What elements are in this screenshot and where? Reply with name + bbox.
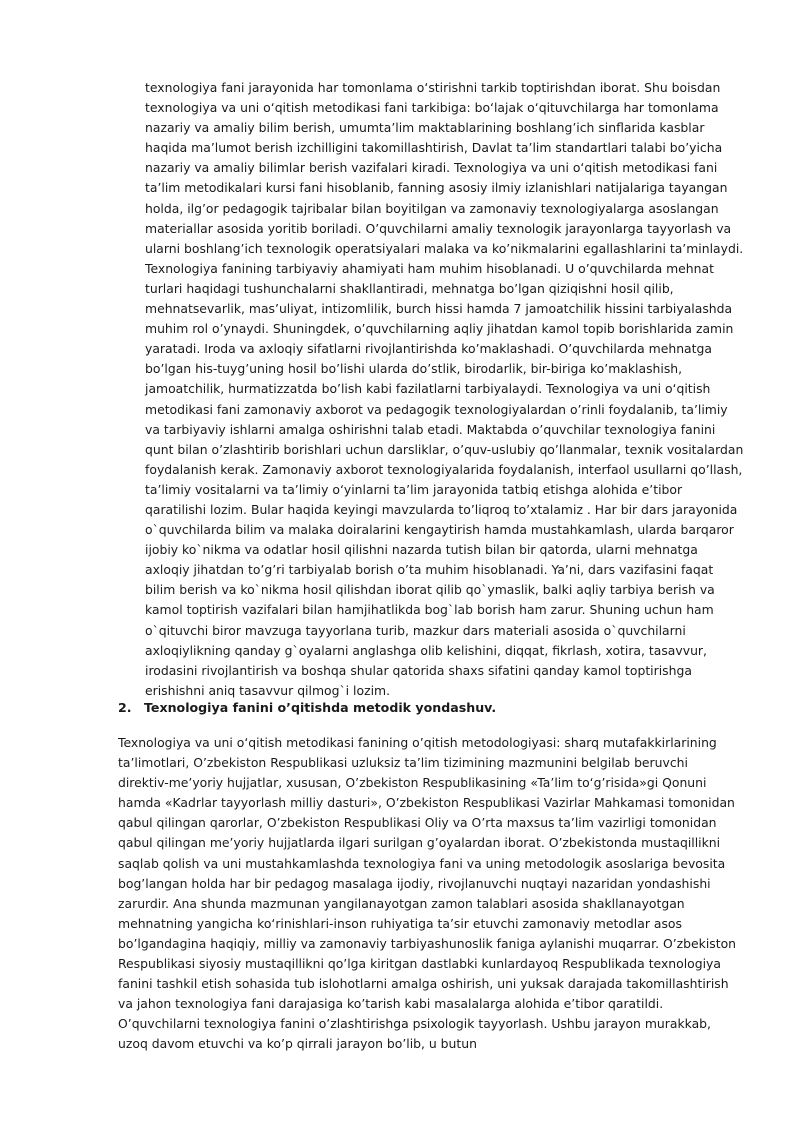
section-heading-text: Texnologiya fanini o’qitishda metodik yondashuv. <box>144 700 497 715</box>
body-paragraph-1: texnologiya fani jarayonida har tomonlama o‘stirishni tarkib toptirishdan iborat. Shu boisdan texnologiya va uni o‘qitish metodikasi fani tarkibiga: bo‘lajak o‘qituvchilarga har tomonlama nazariy va amaliy bilim berish, umumta’lim maktablarining boshlang’ich sinflarida kasblar haqida ma’lumot berish izchilligini takomillashtirish, Davlat ta’lim standartlari talabi bo’yicha nazariy va amaliy bilimlar berish vazifalari kiradi. Texnologiya va uni o‘qitish metodikasi fani ta’lim metodikalari kursi fani hisoblanib, fanning asosiy ilmiy izlanishlari natijalariga tayangan holda, ilg’or pedagogik tajribalar bilan boyitilgan va zamonaviy texnologiyalarga asoslangan materiallar asosida yoritib boriladi. O’quvchilarni amaliy texnologik jarayonlarga tayyorlash va ularni boshlang’ich texnologik operatsiyalari malaka va ko’nikmalarini egallashlarini ta’minlaydi. Texnologiya fanining tarbiyaviy ahamiyati ham muhim hisoblanadi. U o’quvchilarda mehnat turlari haqidagi tushunchalarni shakllantiradi, mehnatga bo’lgan qiziqishni hosil qilib, mehnatsevarlik, mas’uliyat, intizomlilik, burch hissi hamda 7 jamoatchilik hissini tarbiyalashda muhim rol o’ynaydi. Shuningdek, o’quvchilarning aqliy jihatdan kamol topib borishlarida zamin yaratadi. Iroda va axloqiy sifatlarni rivojlantirishda ko’maklashadi. O’quvchilarda mehnatga bo’lgan his-tuyg’uning hosil bo’lishi ularda do’stlik, birodarlik, bir-biriga ko’maklashish, jamoatchilik, hurmatizzatda bo’lish kabi fazilatlarni tarbiyalaydi. Texnologiya va uni o‘qitish metodikasi fani zamonaviy axborot va pedagogik texnologiyalardan o’rinli foydalanib, ta’limiy va tarbiyaviy ishlarni amalga oshirishni talab etadi. Maktabda o’quvchilar texnologiya fanini qunt bilan o’zlashtirib borishlari uchun darsliklar, o’quv-uslubiy qo’llanmalar, texnik vositalardan foydalanish kerak. Zamonaviy axborot texnologiyalarida foydalanish, interfaol usullarni qo’llash, ta’limiy vositalarni va ta’limiy o‘yinlarni ta’lim jarayonida tatbiq etishga alohida e’tibor qaratilishi lozim. Bular haqida keyingi mavzularda to’liqroq to’xtalamiz . Har bir dars jarayonida o`quvchilarda bilim va malaka doiralarini kengaytirish hamda mustahkamlash, ularda barqaror ijobiy ko`nikma va odatlar hosil qilishni nazarda tutish bilan bir qatorda, ularni mehnatga axloqiy jihatdan to’g’ri tarbiyalab borish o’ta muhim hisoblanadi. Ya’ni, dars vazifasini faqat bilim berish va ko`nikma hosil qilishdan iborat qilib qo`ymaslik, balki aqliy tarbiya berish va kamol toptirish vazifalari bilan hamjihatlikda bog`lab borish ham zarur. Shuning uchun ham o`qituvchi biror mavzuga tayyorlana turib, mazkur dars materiali asosida o`quvchilarni axloqiylikning qanday g`oyalarni anglashga olib kelishini, diqqat, fikrlash, xotira, tasavvur, irodasini rivojlantirish va boshqa shular qatorida shaxs sifatini qanday kamol toptirishga erishishni aniq tasavvur qilmog`i lozim. <box>145 80 744 698</box>
body-paragraph-2: Texnologiya va uni o‘qitish metodikasi fanining o’qitish metodologiyasi: sharq mutafakkirlarining ta’limotlari, O’zbekiston Respublikasi uzluksiz ta’lim tizimining mazmunini belgilab beruvchi direktiv-me’yoriy hujjatlar, xususan, O’zbekiston Respublikasining «Ta’lim to‘g’risida»gi Qonuni hamda «Kadrlar tayyorlash milliy dasturi», O’zbekiston Respublikasi Vazirlar Mahkamasi tomonidan qabul qilingan qarorlar, O’zbekiston Respublikasi Oliy va O’rta maxsus ta’lim vazirligi tomonidan qabul qilingan me’yoriy hujjatlarda ilgari surilgan g’oyalardan iborat. O’zbekistonda mustaqillikni saqlab qolish va uni mustahkamlashda texnologiya fani va uning metodologik asoslariga bevosita bog’langan holda har bir pedagog masalaga ijodiy, rivojlanuvchi nuqtayi nazaridan yondashishi zarurdir. Ana shunda mazmunan yangilanayotgan zamon talablari asosida shakllanayotgan mehnatning yangicha ko‘rinishlari-inson ruhiyatiga ta’sir etuvchi zamonaviy metodlar asos bo’lgandagina haqiqiy, milliy va zamonaviy tarbiyashunoslik faniga aylanishi muqarrar. O’zbekiston Respublikasi siyosiy mustaqillikni qo’lga kiritgan dastlabki kunlardayoq Respublikada texnologiya fanini tashkil etish sohasida tub islohotlarni amalga oshirish, uni yuksak darajada takomillashtirish va jahon texnologiya fani darajasiga ko’tarish kabi masalalarga alohida e’tibor qaratildi. O’quvchilarni texnologiya fanini o’zlashtirishga psixologik tayyorlash. Ushbu jarayon murakkab, uzoq davom etuvchi va ko’p qirrali jarayon bo’lib, u butun <box>118 735 737 1052</box>
section-heading-number: 2. <box>118 700 132 715</box>
section-heading <box>118 698 738 718</box>
